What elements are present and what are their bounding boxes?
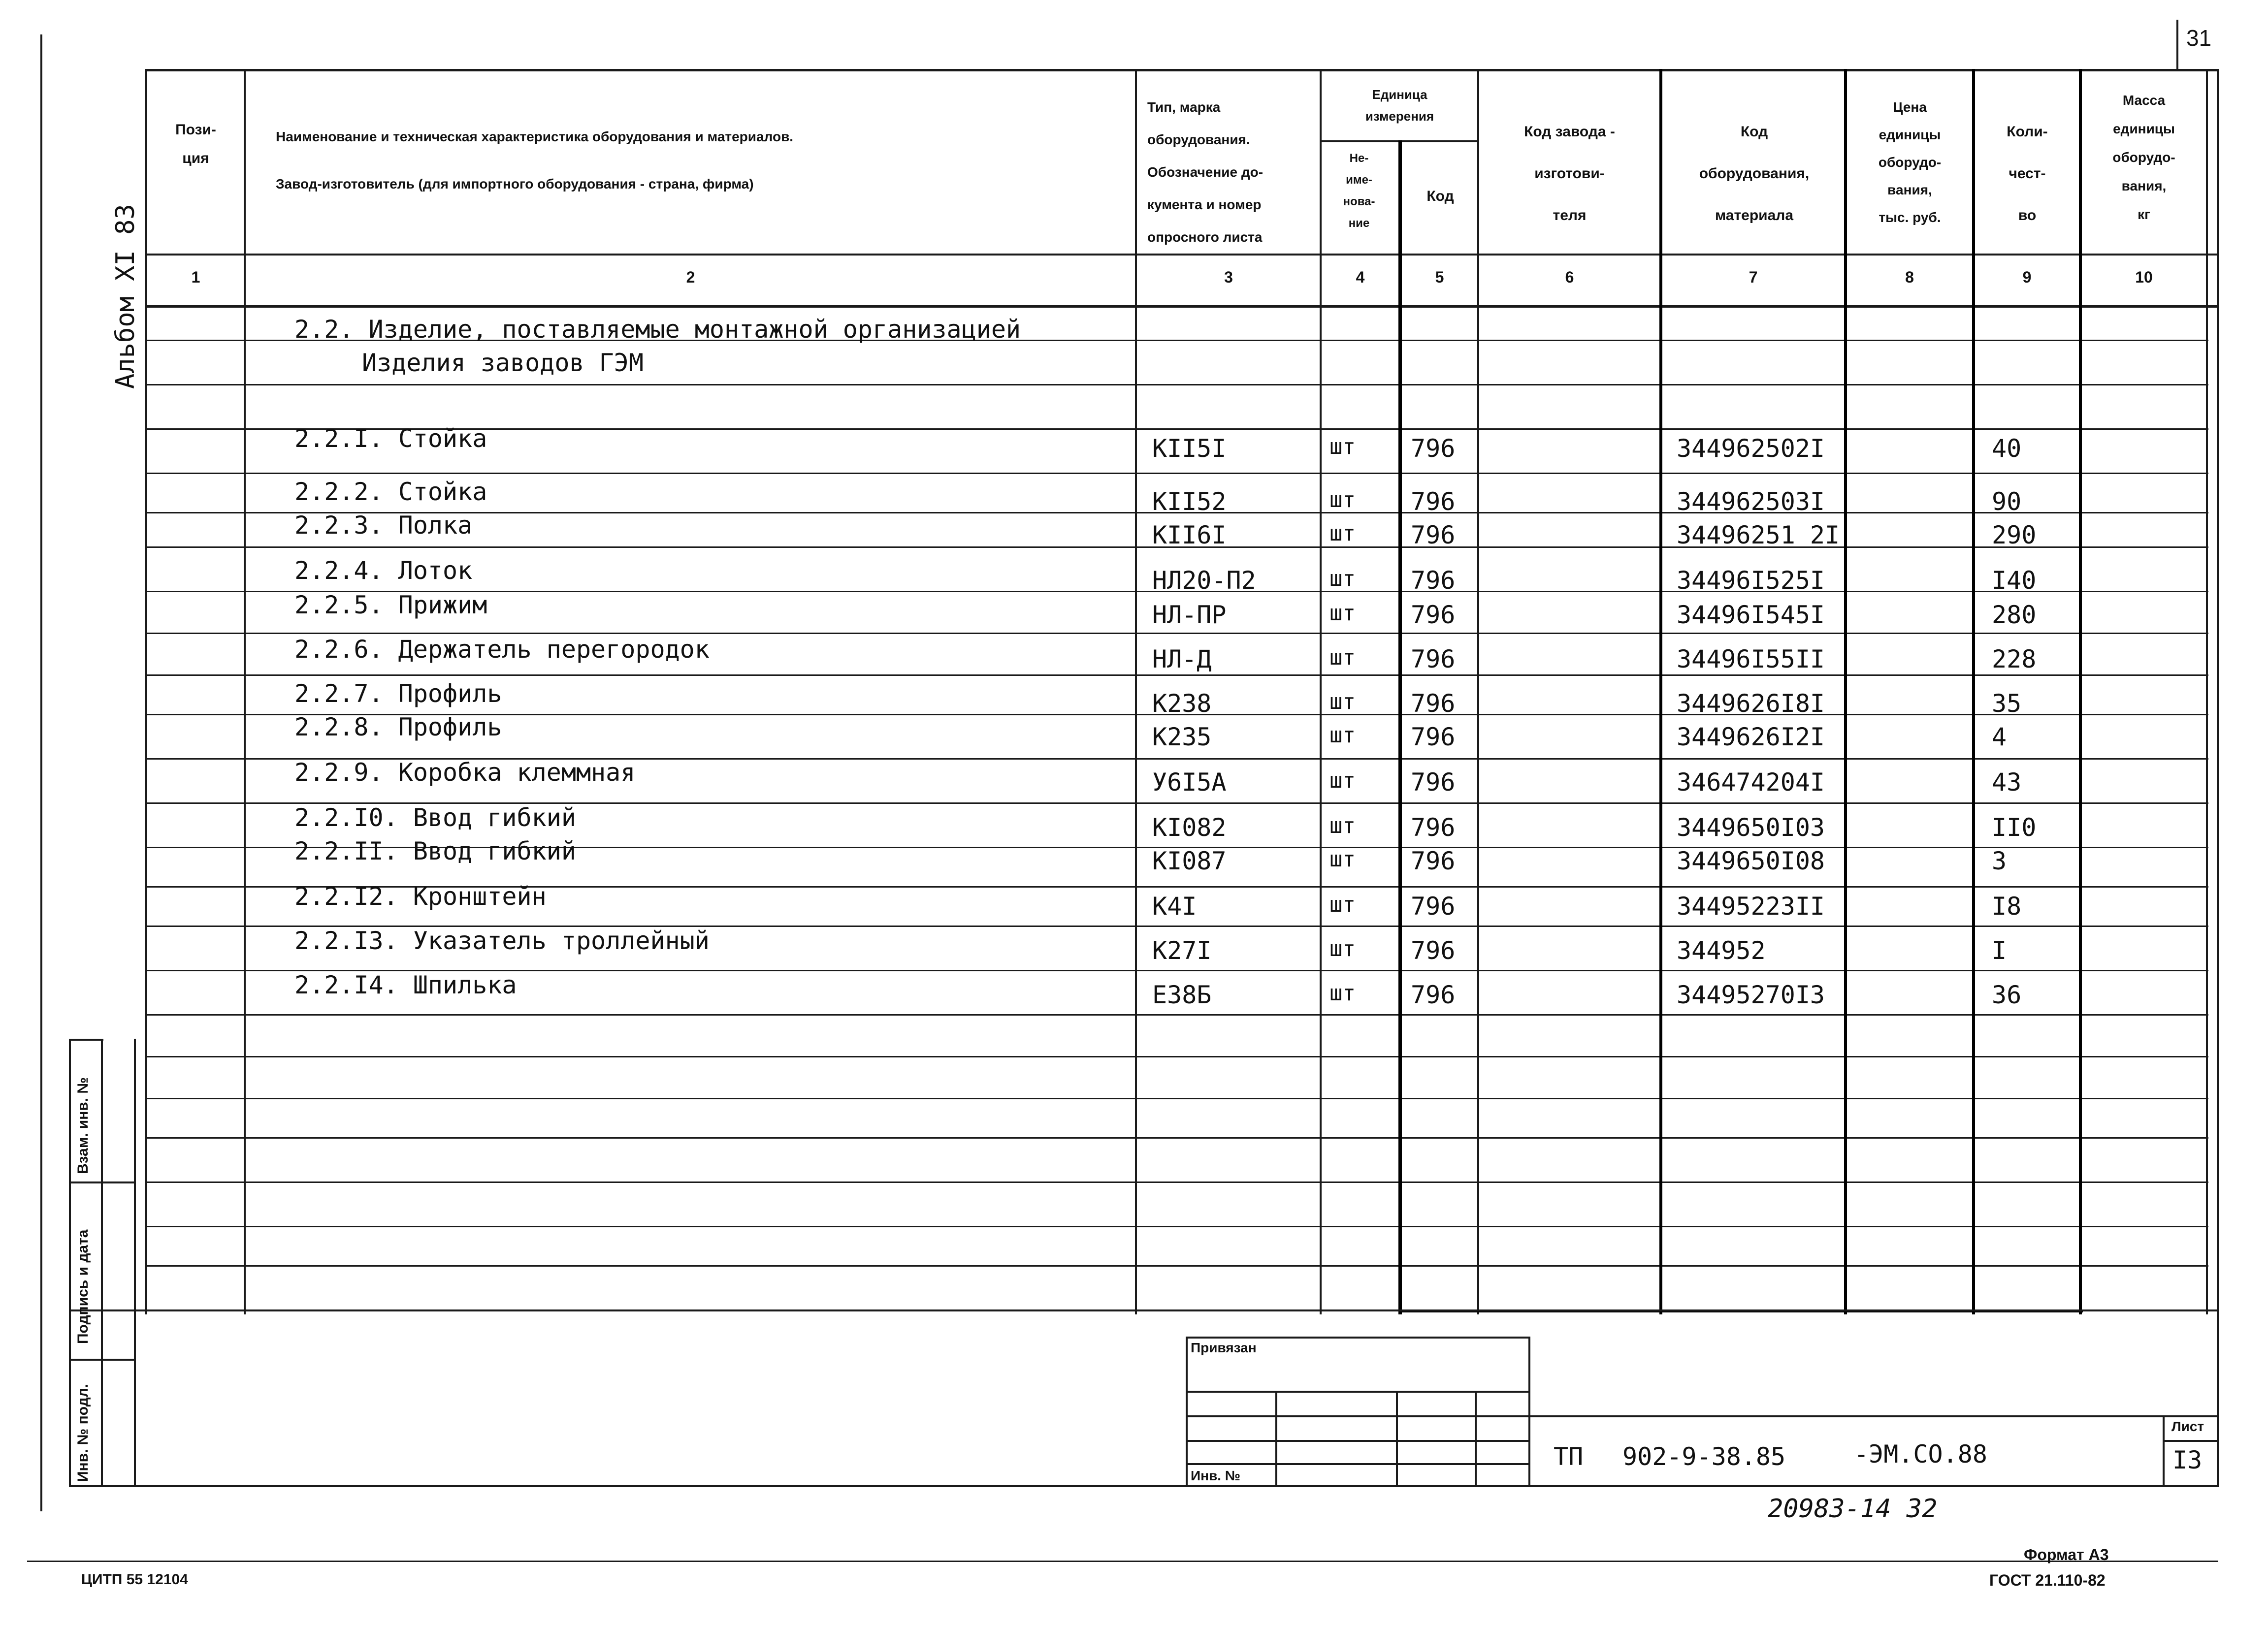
- row-line: [145, 1226, 2208, 1227]
- stamp-vzam-label: Взам. инв. №: [75, 1077, 91, 1174]
- item-unit: шт: [1329, 981, 1356, 1006]
- format-label: Формат А3: [2024, 1546, 2109, 1564]
- tb-col3: [1475, 1391, 1477, 1487]
- header-unit-code: Код: [1426, 188, 1454, 204]
- col-line-5: [1477, 69, 1479, 1314]
- col-num-10: 10: [2135, 268, 2153, 286]
- item-type: КI087: [1152, 847, 1227, 875]
- tb-col2: [1396, 1391, 1398, 1487]
- item-unit-code: 796: [1411, 689, 1456, 718]
- item-material-code: 344962503I: [1677, 487, 1825, 516]
- sheet-number: I3: [2172, 1446, 2203, 1474]
- item-unit: шт: [1329, 936, 1356, 961]
- tb-col1: [1275, 1391, 1277, 1487]
- col-line-6: [1659, 69, 1662, 1314]
- item-unit: шт: [1329, 601, 1356, 626]
- header-position: Пози- ция: [175, 122, 216, 166]
- item-unit: шт: [1329, 813, 1356, 838]
- frame-right-line: [2217, 69, 2219, 1487]
- row-line: [145, 1014, 2208, 1016]
- tb-privyazan: Привязан: [1191, 1340, 1257, 1355]
- item-unit: шт: [1329, 689, 1356, 714]
- col-num-3: 3: [1224, 268, 1233, 286]
- item-unit-code: 796: [1411, 768, 1456, 797]
- item-quantity: 280: [1992, 601, 2037, 629]
- row-line: [145, 1098, 2208, 1099]
- item-quantity: 35: [1992, 689, 2022, 718]
- gost-label: ГОСТ 21.110-82: [1989, 1571, 2106, 1589]
- item-quantity: 290: [1992, 521, 2037, 549]
- item-type: НЛ-ПР: [1152, 601, 1227, 629]
- item-name: 2.2.3. Полка: [294, 511, 473, 540]
- header-material-code: Код оборудования, материала: [1699, 124, 1810, 223]
- item-material-code: 346474204I: [1677, 768, 1825, 797]
- item-name: 2.2.2. Стойка: [294, 478, 487, 506]
- col-line-9: [2079, 69, 2082, 1314]
- doc-number: 902-9-38.85: [1622, 1442, 1786, 1471]
- col-line-7: [1844, 69, 1847, 1314]
- col-line-10: [2206, 69, 2208, 1314]
- item-type: КII6I: [1152, 521, 1227, 549]
- cut-line: [27, 1561, 2218, 1562]
- stamp-row-1: [69, 1181, 135, 1183]
- item-material-code: 3449650I08: [1677, 847, 1825, 875]
- item-name: 2.2.I4. Шпилька: [294, 971, 517, 999]
- page-number: 31: [2186, 25, 2212, 51]
- item-type: К27I: [1152, 936, 1212, 965]
- left-binding-line: [40, 34, 42, 1511]
- header-mass: Масса единицы оборудо- вания, кг: [2112, 93, 2175, 222]
- item-quantity: I: [1992, 936, 2007, 965]
- item-material-code: 3449650I03: [1677, 813, 1825, 842]
- item-unit-code: 796: [1411, 936, 1456, 965]
- col-line-4: [1398, 140, 1402, 1314]
- sheet-label: Лист: [2171, 1419, 2204, 1434]
- item-unit-code: 796: [1411, 892, 1456, 921]
- item-unit: шт: [1329, 566, 1356, 591]
- col-num-5: 5: [1435, 268, 1444, 286]
- doc-prefix: ТП: [1554, 1442, 1584, 1471]
- item-type: НЛ20-П2: [1152, 566, 1256, 595]
- row-line: [145, 633, 2208, 634]
- section-title: 2.2. Изделие, поставляемые монтажной организацией: [294, 315, 1021, 344]
- item-name: 2.2.4. Лоток: [294, 556, 473, 585]
- col-num-2: 2: [686, 268, 695, 286]
- item-quantity: 90: [1992, 487, 2022, 516]
- item-type: К238: [1152, 689, 1212, 718]
- handwritten-number: 20983-14 32: [1768, 1494, 1938, 1524]
- col-line-3: [1320, 69, 1322, 1314]
- item-quantity: 4: [1992, 723, 2007, 751]
- section-subtitle: Изделия заводов ГЭМ: [362, 349, 644, 377]
- item-name: 2.2.9. Коробка клеммная: [294, 758, 636, 787]
- item-unit: шт: [1329, 487, 1356, 512]
- album-label: Альбом XI 83: [111, 204, 140, 389]
- item-material-code: 34496I545I: [1677, 601, 1825, 629]
- row-line: [145, 473, 2208, 474]
- item-name: 2.2.5. Прижим: [294, 591, 487, 619]
- item-name: 2.2.I. Стойка: [294, 424, 487, 453]
- header-unit-name: Не- име- нова- ние: [1343, 152, 1375, 230]
- col-line-8: [1972, 69, 1975, 1314]
- item-quantity: 40: [1992, 434, 2022, 463]
- item-material-code: 3449626I8I: [1677, 689, 1825, 718]
- item-unit-code: 796: [1411, 521, 1456, 549]
- header-name: Наименование и техническая характеристика оборудования и материалов. Завод-изготовитель (для импортного оборудования - страна, фирма): [276, 129, 794, 192]
- item-type: У6I5А: [1152, 768, 1227, 797]
- item-unit: шт: [1329, 847, 1356, 872]
- item-type: КII5I: [1152, 434, 1227, 463]
- sheet-box-mid: [2163, 1440, 2218, 1442]
- tb-row4: [1186, 1463, 1530, 1465]
- item-type: Е38Б: [1152, 981, 1212, 1009]
- item-name: 2.2.7. Профиль: [294, 679, 502, 708]
- item-unit-code: 796: [1411, 601, 1456, 629]
- col-num-6: 6: [1565, 268, 1574, 286]
- item-material-code: 344952: [1677, 936, 1766, 965]
- item-name: 2.2.II. Ввод гибкий: [294, 837, 576, 865]
- sheet-box-left: [2163, 1415, 2165, 1487]
- item-unit-code: 796: [1411, 813, 1456, 842]
- header-bottom-line: [145, 254, 2219, 255]
- frame-bottom-line: [69, 1485, 2219, 1487]
- item-unit-code: 796: [1411, 645, 1456, 673]
- stamp-inv-label: Инв. № подл.: [75, 1383, 91, 1482]
- doc-row-top: [1528, 1415, 2218, 1417]
- item-material-code: 344962502I: [1677, 434, 1825, 463]
- col-num-8: 8: [1905, 268, 1914, 286]
- item-quantity: II0: [1992, 813, 2037, 842]
- item-material-code: 34495223II: [1677, 892, 1825, 921]
- col-line-2: [1135, 69, 1137, 1314]
- table-bottom-line: [69, 1309, 2219, 1311]
- tb-inv-no: Инв. №: [1191, 1468, 1241, 1483]
- page-number-box-left: [2176, 20, 2178, 69]
- item-quantity: 228: [1992, 645, 2037, 673]
- item-unit: шт: [1329, 521, 1356, 546]
- row-line: [145, 1137, 2208, 1139]
- item-material-code: 34496I525I: [1677, 566, 1825, 595]
- item-material-code: 34495270I3: [1677, 981, 1825, 1009]
- row-line: [145, 674, 2208, 676]
- table-top-line: [145, 69, 2219, 71]
- item-name: 2.2.8. Профиль: [294, 713, 502, 741]
- item-type: К235: [1152, 723, 1212, 751]
- item-unit-code: 796: [1411, 566, 1456, 595]
- stamp-podpis-label: Подпись и дата: [75, 1229, 91, 1344]
- item-unit-code: 796: [1411, 434, 1456, 463]
- item-type: КII52: [1152, 487, 1227, 516]
- item-quantity: I40: [1992, 566, 2037, 595]
- doc-suffix: -ЭМ.СО.88: [1854, 1440, 1987, 1468]
- row-line: [145, 384, 2208, 385]
- item-unit-code: 796: [1411, 847, 1456, 875]
- item-unit-code: 796: [1411, 487, 1456, 516]
- item-unit: шт: [1329, 892, 1356, 917]
- item-quantity: 3: [1992, 847, 2007, 875]
- row-line: [145, 1265, 2208, 1267]
- col-num-9: 9: [2022, 268, 2032, 286]
- item-material-code: 3449626I2I: [1677, 723, 1825, 751]
- col-line-1: [244, 69, 246, 1314]
- stamp-col-mid: [101, 1039, 103, 1487]
- item-name: 2.2.I2. Кронштейн: [294, 882, 547, 911]
- header-quantity: Коли- чест- во: [2007, 124, 2048, 223]
- item-type: НЛ-Д: [1152, 645, 1212, 673]
- item-name: 2.2.I0. Ввод гибкий: [294, 803, 576, 832]
- item-type: КI082: [1152, 813, 1227, 842]
- item-material-code: 34496251 2I: [1677, 521, 1840, 549]
- stamp-row-2: [69, 1359, 135, 1361]
- item-unit: шт: [1329, 723, 1356, 748]
- item-type: К4I: [1152, 892, 1197, 921]
- tb-row3: [1186, 1440, 1530, 1442]
- item-material-code: 34496I55II: [1677, 645, 1825, 673]
- item-unit-code: 796: [1411, 981, 1456, 1009]
- tb-row1: [1186, 1391, 1530, 1393]
- item-name: 2.2.I3. Указатель троллейный: [294, 926, 710, 955]
- stamp-row-0: [69, 1039, 103, 1041]
- item-unit: шт: [1329, 645, 1356, 670]
- footer-left-code: ЦИТП 55 12104: [81, 1571, 188, 1588]
- item-unit: шт: [1329, 434, 1356, 459]
- stamp-col-right: [134, 1039, 136, 1487]
- item-quantity: 36: [1992, 981, 2022, 1009]
- row-line: [145, 1056, 2208, 1057]
- tb-row2: [1186, 1415, 1530, 1417]
- col-num-7: 7: [1749, 268, 1758, 286]
- item-unit: шт: [1329, 768, 1356, 793]
- stamp-col-left: [69, 1039, 71, 1487]
- tb-top: [1186, 1337, 1530, 1339]
- header-price: Цена единицы оборудо- вания, тыс. руб.: [1878, 99, 1942, 225]
- header-unit-group: Единица измерения: [1365, 87, 1434, 124]
- col-line-0: [145, 69, 147, 1314]
- col-num-1: 1: [191, 268, 200, 286]
- row-line: [145, 1181, 2208, 1183]
- item-name: 2.2.6. Держатель перегородок: [294, 635, 710, 664]
- item-quantity: 43: [1992, 768, 2022, 797]
- header-type: Тип, марка оборудования. Обозначение до- кумента и номер опросного листа: [1147, 99, 1264, 245]
- header-plant-code: Код завода - изготови- теля: [1524, 124, 1615, 223]
- item-unit-code: 796: [1411, 723, 1456, 751]
- row-line: [145, 305, 2208, 307]
- col-num-4: 4: [1356, 268, 1365, 286]
- item-quantity: I8: [1992, 892, 2022, 921]
